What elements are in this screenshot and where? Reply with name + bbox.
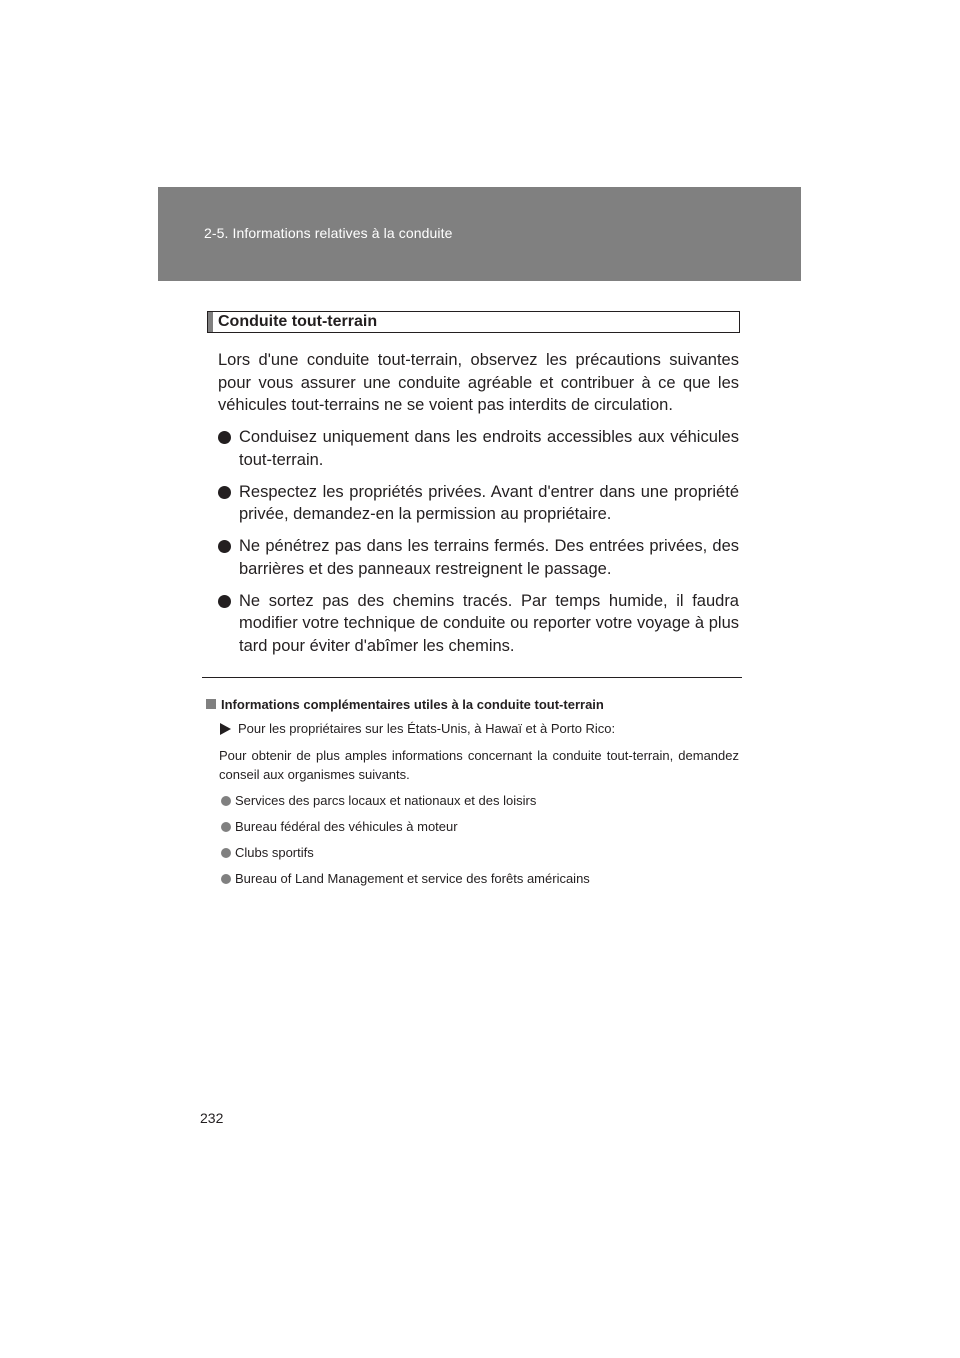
bullet-text: Conduisez uniquement dans les endroits accessibles aux véhicules tout-terrain. [239,428,739,469]
square-bullet-icon [206,699,216,709]
list-item [218,481,739,526]
bullet-text: Respectez les propriétés privées. Avant d'entrer dans une propriété privée, demandez-en la permission au propriétaire. [239,482,739,523]
organization-text: Bureau fédéral des véhicules à moteur [235,819,458,834]
list-item [218,426,739,471]
bullet-dot-icon [218,486,231,499]
info-heading-text: Informations complémentaires utiles à la conduite tout-terrain [221,697,604,712]
list-item [221,819,590,835]
section-divider [202,677,742,678]
bullet-dot-icon [218,540,231,553]
bullet-text: Ne sortez pas des chemins tracés. Par temps humide, il faudra modifier votre technique de conduite ou reporter votre voyage à plus tard pour éviter d'abîmer les chemins. [239,591,739,655]
title-accent-bar [208,312,213,332]
intro-paragraph: Lors d'une conduite tout-terrain, observez les précautions suivantes pour vous assurer une conduite agréable et contribuer à ce que les véhicules tout-terrains ne se voient pas interdits de circulation. [218,351,739,414]
precautions-list [218,426,739,667]
section-title-box [207,311,740,333]
organizations-list [221,793,590,897]
list-item [221,845,590,861]
list-item [218,590,739,658]
bullet-dot-icon [221,796,231,806]
section-breadcrumb: 2-5. Informations relatives à la conduite [204,225,453,241]
region-text: Pour les propriétaires sur les États-Unis, à Hawaï et à Porto Rico: [238,721,616,736]
organization-text: Clubs sportifs [235,845,314,860]
organization-text: Bureau of Land Management et service des forêts américains [235,871,590,886]
list-item [221,871,590,887]
bullet-dot-icon [218,595,231,608]
page-number: 232 [200,1110,224,1126]
list-item [218,535,739,580]
info-paragraph: Pour obtenir de plus amples informations concernant la conduite tout-terrain, demandez conseil aux organismes suivants. [219,748,739,782]
triangle-arrow-icon [220,723,231,735]
organization-text: Services des parcs locaux et nationaux et des loisirs [235,793,537,808]
info-heading [206,697,604,713]
header-band [158,187,801,281]
bullet-text: Ne pénétrez pas dans les terrains fermés. Des entrées privées, des barrières et des panneaux restreignent le passage. [239,537,739,578]
region-note [220,721,615,737]
bullet-dot-icon [218,431,231,444]
bullet-dot-icon [221,822,231,832]
bullet-dot-icon [221,848,231,858]
bullet-dot-icon [221,874,231,884]
section-title: Conduite tout-terrain [218,313,378,330]
list-item [221,793,590,809]
